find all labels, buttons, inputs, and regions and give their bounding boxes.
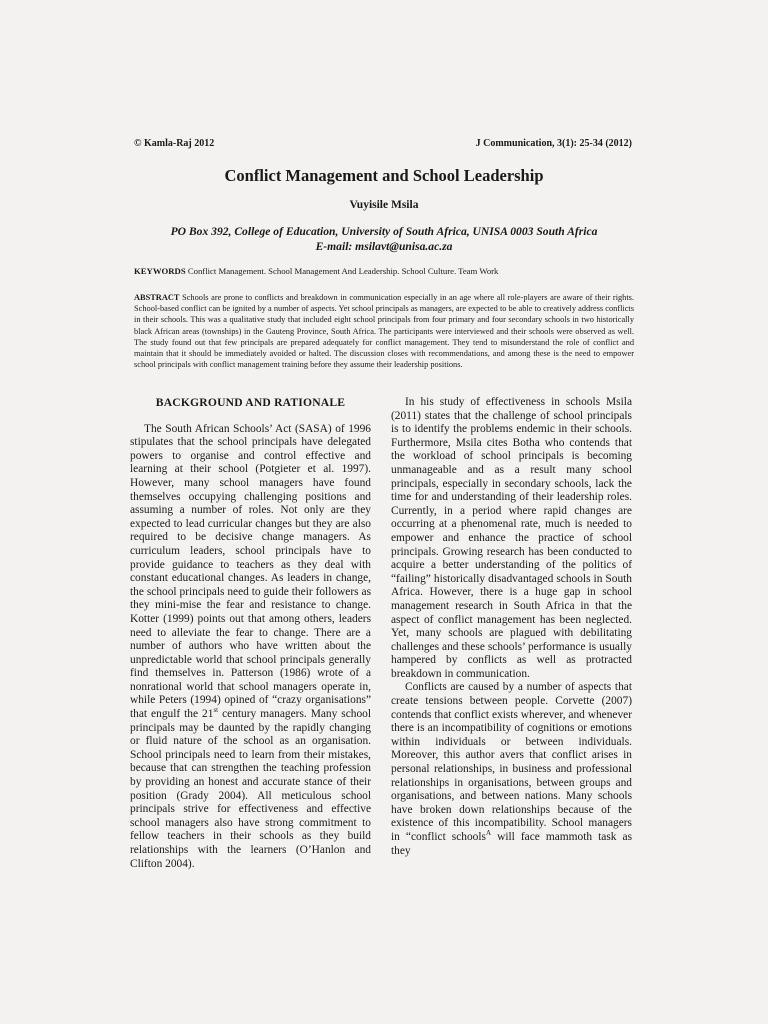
paragraph-text: Conflicts are caused by a number of aspects that create tensions between people. Corvette (2007) contends that conflict exists wherever, and whenever there is an incompatibility of cognitions or emotions within individuals or between individuals. Moreover, this author avers that conflict arises in personal relationships, in business and professional relationships in organisations, between groups and organisations, and between nations. Many schools have broken down relationships because of the existence of this incompatibility. School managers in “conflict schools [391,681,632,843]
running-head [134,138,632,149]
body-paragraph [391,681,632,858]
superscript: st [213,706,219,715]
abstract-block [134,292,634,370]
article-author: Vuyisile Msila [349,199,419,211]
keywords-block [134,266,634,277]
paragraph-text: The South African Schools’ Act (SASA) of 1996 stipulates that the school principals have delegated powers to organise and control effective and learning at their school (Potgieter et al. 1997). However, many school managers have found themselves occupying challenging positions and assuming a number of roles. Not only are they expected to lead curricular changes but they are also required to be decisive change managers. As curriculum leaders, school principals have to provide guidance to teachers as they deal with constant educational changes. As leaders in change, the school principals need to guide their followers as they mini-mise the fear and resistance to change. Kotter (1999) points out that among others, leaders need to alleviate the fear to change. There are a number of authors who have written about the unpredictable world that school principals generally find themselves in. Patterson (1986) wrote of a nonrational world that school managers operate in, while Peters (1994) opined of “crazy organisations” that engulf the 21 [130,422,371,721]
keywords-label: KEYWORDS [134,266,186,276]
superscript: A [485,829,492,838]
copyright-notice: © Kamla-Raj 2012 [134,138,215,149]
section-heading: BACKGROUND AND RATIONALE [155,396,346,409]
journal-citation: J Communication, 3(1): 25-34 (2012) [475,138,632,149]
author-email: E-mail: msilavt@unisa.ac.za [315,239,453,253]
abstract-text: Schools are prone to conflicts and breakdown in communication especially in an age where all role-players are aware of their rights. School-based conflict can be ignited by a number of aspects. Yet school principals as managers, are expected to be able to creatively address conflicts in their schools. This was a qualitative study that included eight school principals from four primary and four secondary schools in two historically black African areas (townships) in the Gauteng Province, South Africa. The participants were interviewed and their schools were observed as well. The study found out that few principals are prepared adequately for conflict management. They tend to misunderstand the role of conflict and maintain that it should be immediately avoided or halted. The discussion closes with recommendations, and among these is the need to empower school principals with conflict management training before they assume their leadership positions. [134,293,635,370]
keywords-text: Conflict Management. School Management And Leadership. School Culture. Team Work [187,266,499,276]
body-paragraph: In his study of effectiveness in schools Msila (2011) states that the challenge of school principals is to identify the problems endemic in their schools. Furthermore, Msila cites Botha who contends that the workload of school principals is becoming unmanageable and as a result many school principals, especially in secondary schools, lack the time for and understanding of their leadership roles. Currently, in a period where rapid changes are occurring at a phenomenal rate, much is needed to empower and enhance the practice of school principals. Growing research has been conducted to acquire a better understanding of the politics of “failing” historically disadvantaged schools in South Africa. However, there is a huge gap in school management research in South Africa in that the aspect of conflict management has been neglected. Yet, many schools are plagued with debilitating challenges and these schools’ performance is usually hampered by conflicts as well as protracted breakdown in communication. [391,396,632,680]
body-column-left [130,396,371,871]
affiliation-address: PO Box 392, College of Education, University of South Africa, UNISA 0003 South Africa [170,225,598,238]
body-column-right [391,396,632,858]
body-paragraph [130,423,371,872]
article-title: Conflict Management and School Leadership [224,166,544,185]
paragraph-text: will face mammoth task as they [391,831,632,857]
author-affiliation [0,225,768,254]
paragraph-text: century managers. Many school principals may be daunted by the rapidly changing or fluid nature of the school as an organisation. School principals need to learn from their mistakes, because that can strengthen the teaching profession by providing an honest and accurate stance of their position (Grady 2004). All meticulous school principals strive for effectiveness and effective school managers also have strong commitment to fellow teachers in their schools as they build relationships with the learners (O’Hanlon and Clifton 2004). [130,708,371,870]
abstract-label: ABSTRACT [134,293,180,302]
